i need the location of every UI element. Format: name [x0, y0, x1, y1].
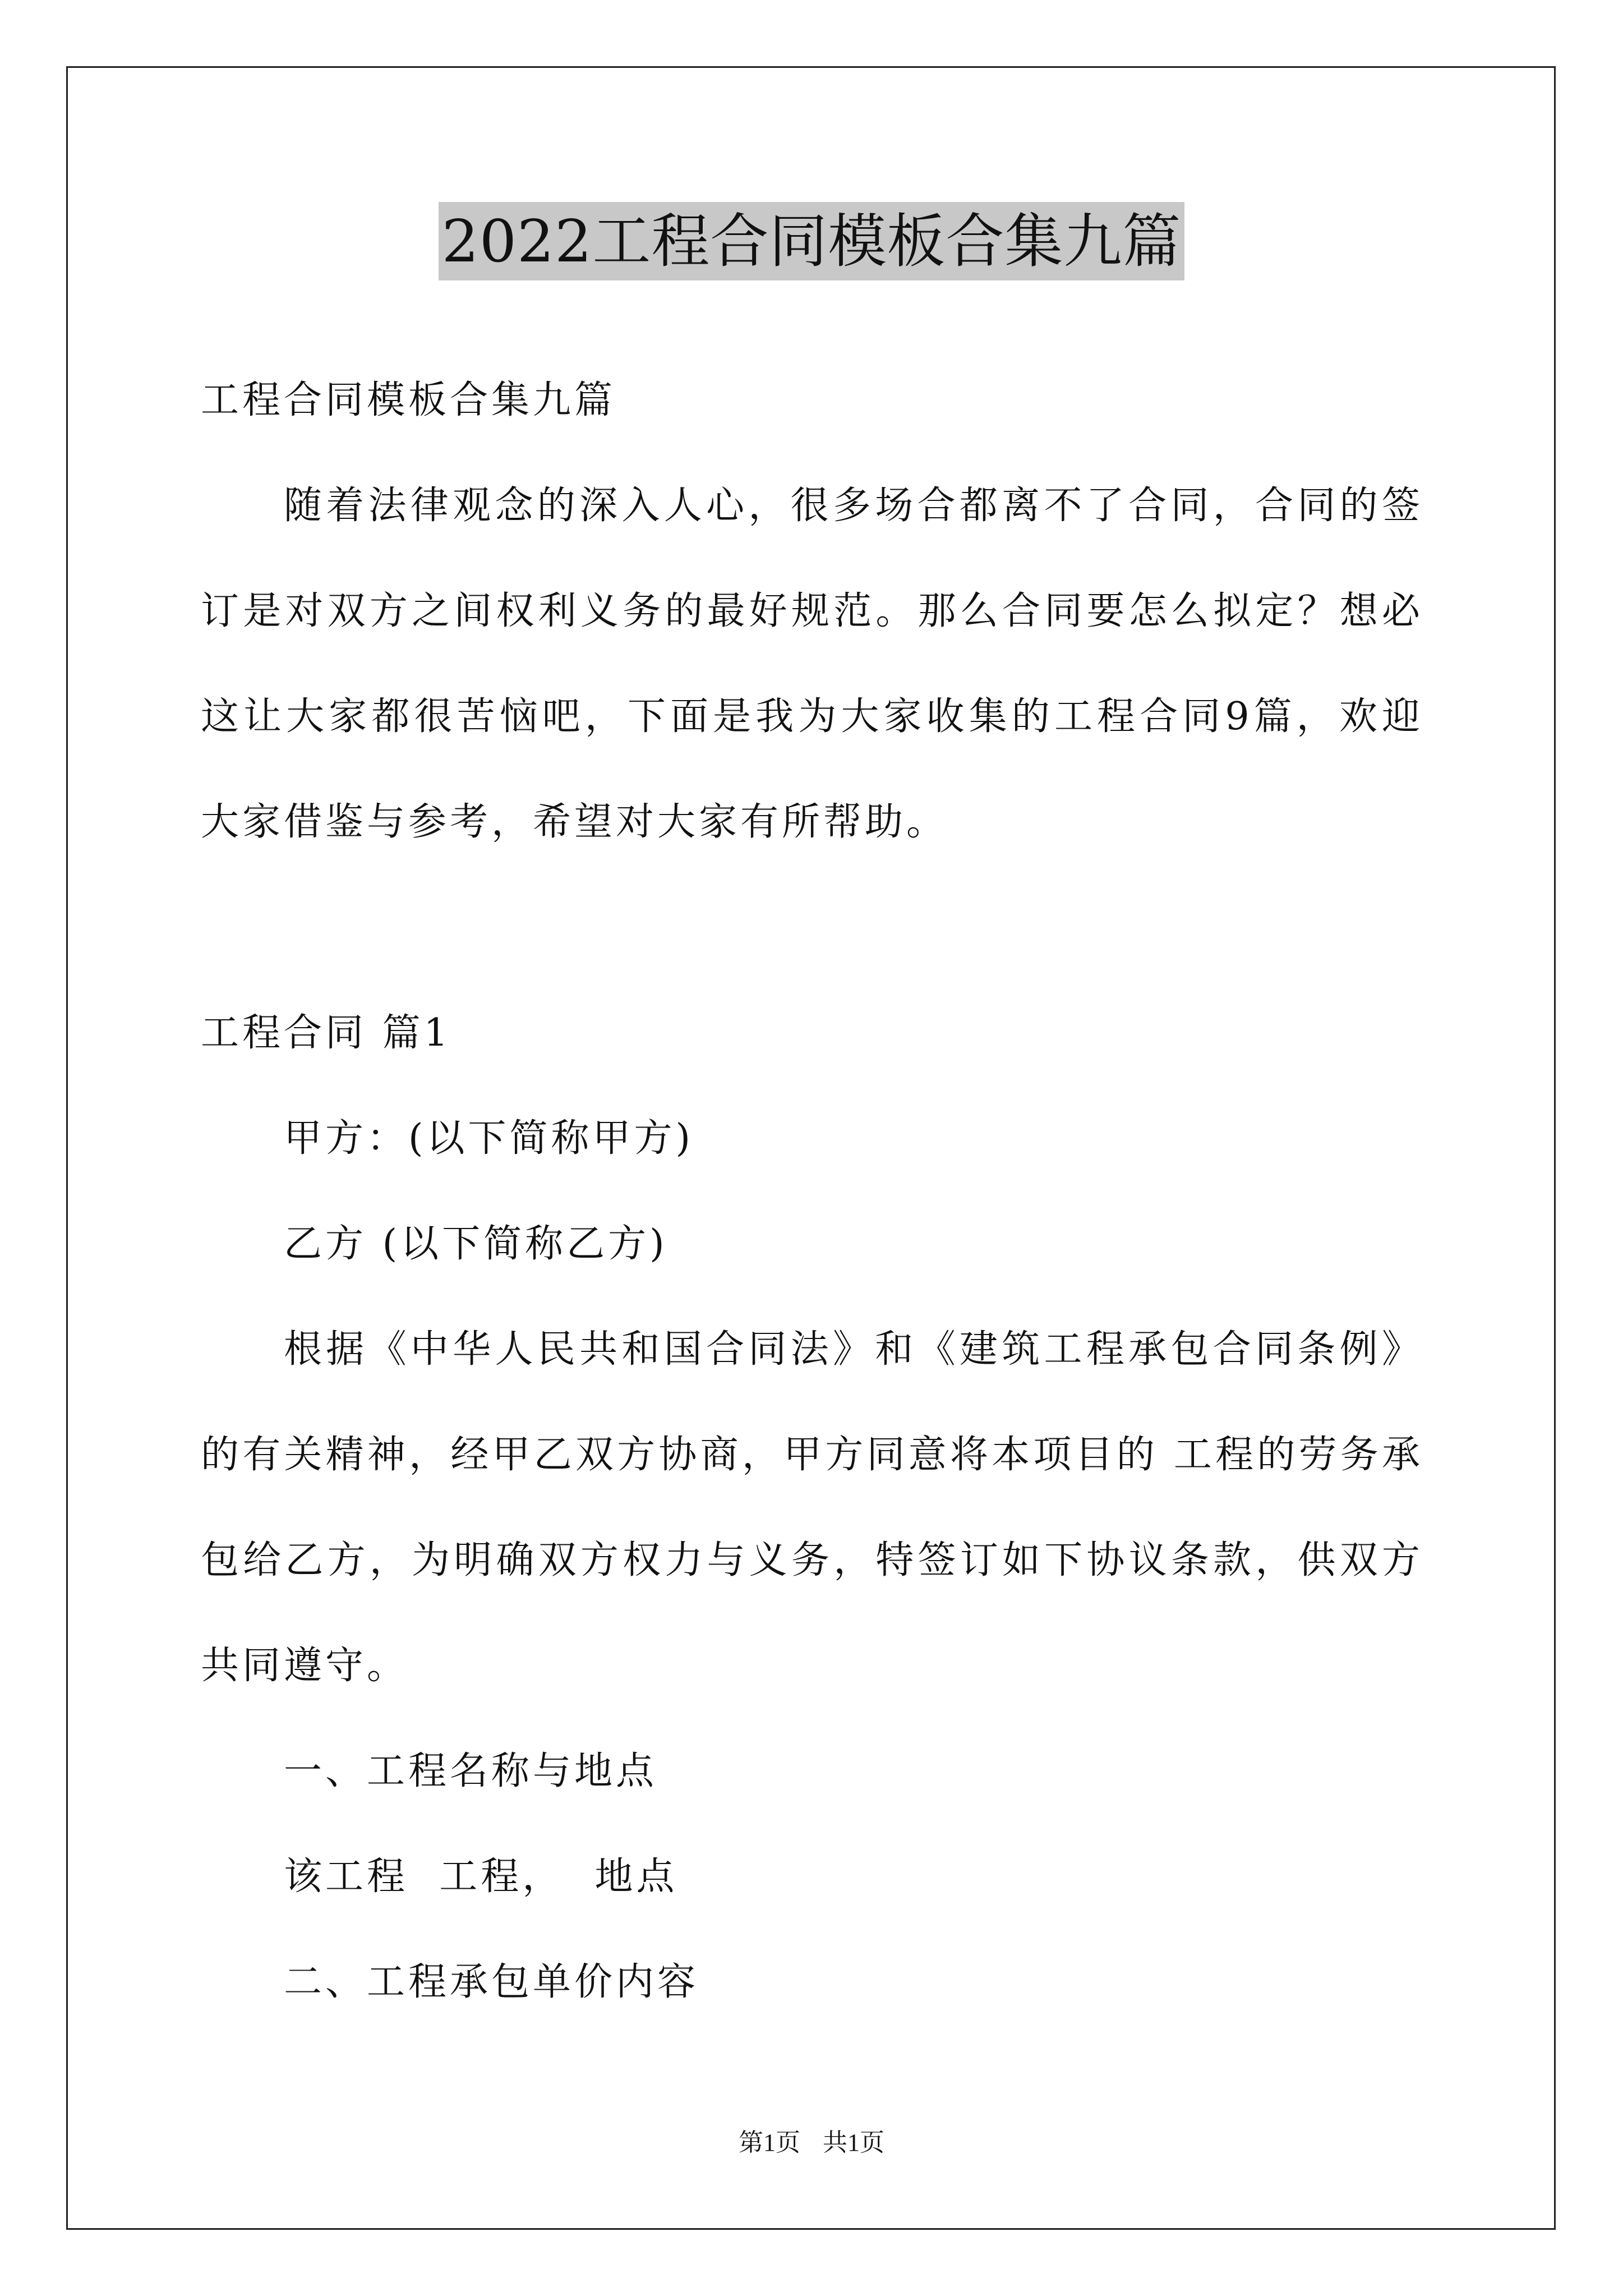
title-container: [0, 202, 1623, 280]
agreement-paragraph: 根据《中华人民共和国合同法》和《建筑工程承包合同条例》的有关精神，经甲乙双方协商，甲方同意将本项目的 工程的劳务承包给乙方，为明确双方权力与义务，特签订如下协议条款，供双方共同遵守。: [201, 1327, 1423, 1688]
section-heading: 工程合同 篇1: [201, 1011, 451, 1055]
page-number: 第1页: [739, 2129, 800, 2156]
page-footer: [0, 2126, 1623, 2160]
document-title: 2022工程合同模板合集九篇: [439, 202, 1185, 280]
page-total: 共1页: [823, 2129, 884, 2156]
party-a-line: 甲方：(以下简称甲方): [284, 1116, 694, 1161]
document-body: [201, 348, 1423, 2035]
subtitle-paragraph: 工程合同模板合集九篇: [201, 378, 616, 422]
section-gap: [201, 875, 1423, 981]
party-b-line: 乙方 (以下简称乙方): [284, 1222, 668, 1266]
clause-2-heading: 二、工程承包单价内容: [284, 1960, 699, 2004]
clause-1-body: 该工程 工程， 地点: [284, 1855, 678, 1899]
intro-paragraph: 随着法律观念的深入人心，很多场合都离不了合同，合同的签订是对双方之间权利义务的最好规范。那么合同要怎么拟定？想必这让大家都很苦恼吧，下面是我为大家收集的工程合同9篇，欢迎大家借鉴与参考，希望对大家有所帮助。: [201, 484, 1423, 844]
clause-1-heading: 一、工程名称与地点: [284, 1749, 658, 1793]
